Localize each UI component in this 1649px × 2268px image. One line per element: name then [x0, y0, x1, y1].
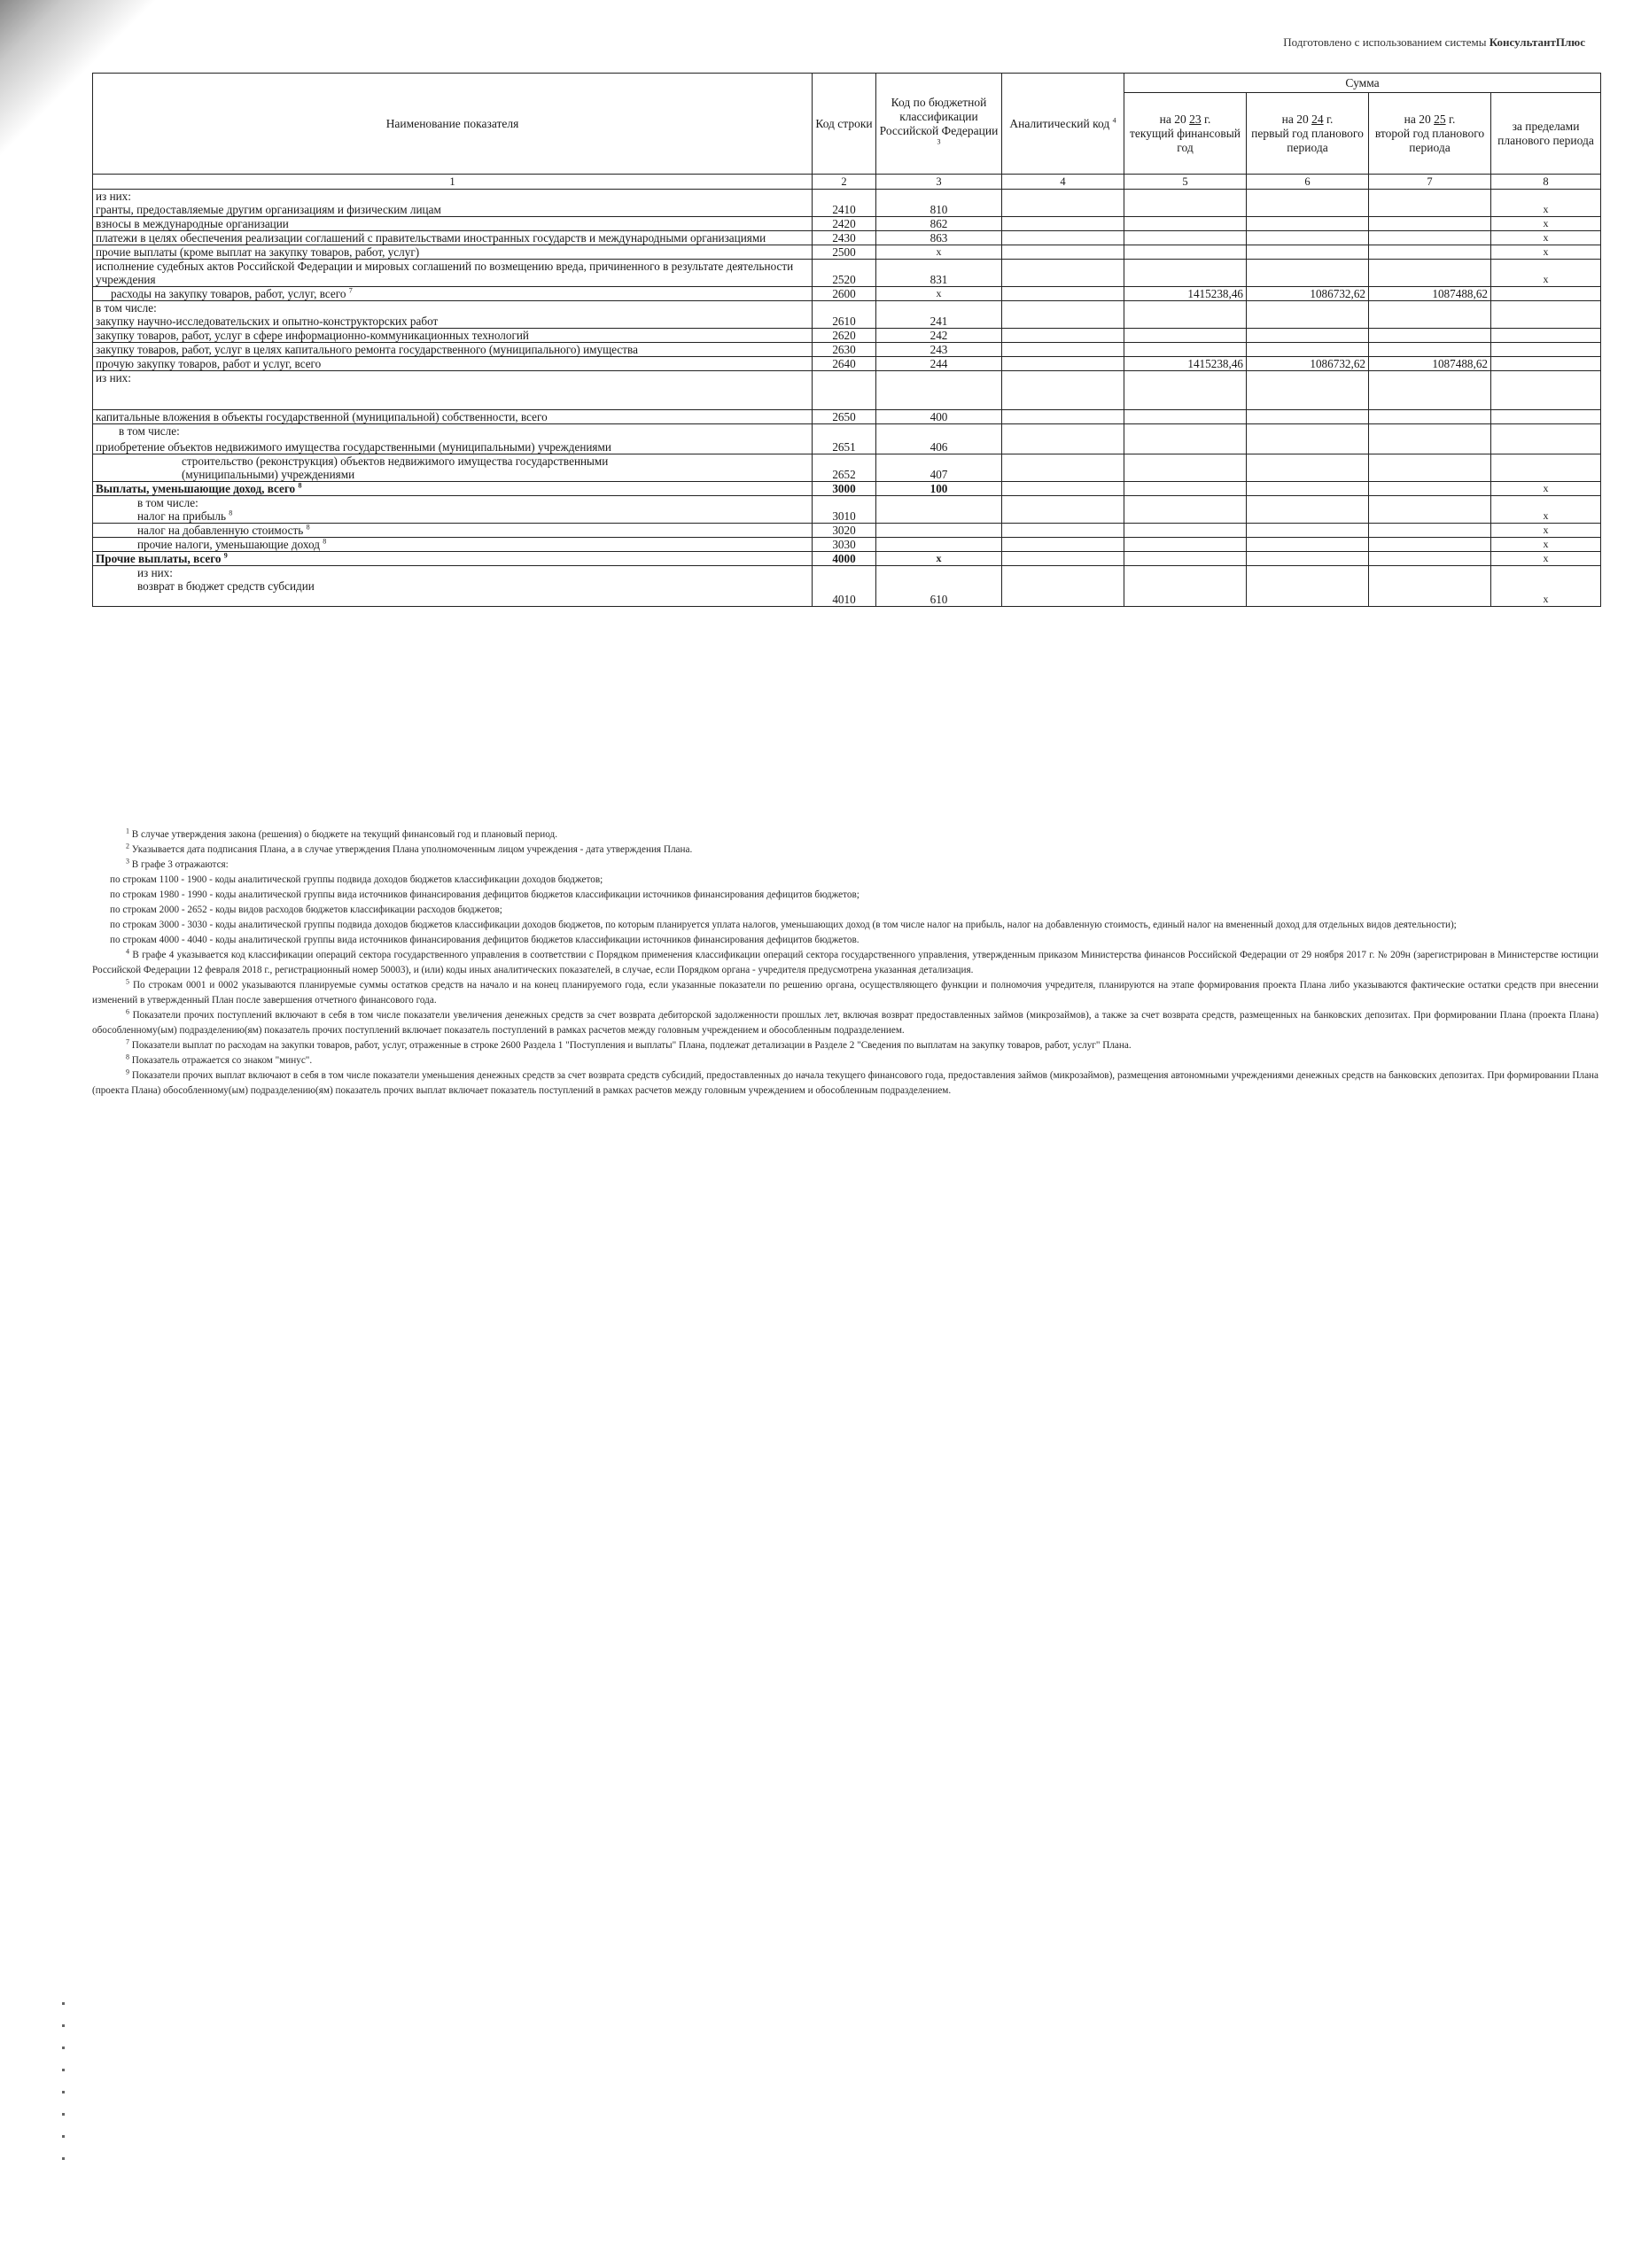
scan-dot	[62, 2047, 65, 2049]
table-row	[93, 482, 1601, 496]
header-year3-year: 25	[1434, 112, 1446, 126]
row-kbk: 862	[876, 217, 1002, 231]
footnote-text: Показатели прочих поступлений включают в себя в том числе показатели увеличения денежных средств за счет возврата дебиторской задолженности прошлых лет, включая возврат предоставленных займов (микрозаймов), а также за счет возврата средств, размещенных на банковских депозитах. При формировании Плана (проекта Плана) обособленному(ым) подразделению(ям) показатель прочих поступлений включает показатель поступлений в рамках расчетов между головным учреждением и обособленным подразделением.	[92, 1010, 1599, 1036]
row-beyond: x	[1491, 217, 1601, 231]
header-year2-suffix: г.	[1326, 112, 1334, 126]
cell	[1247, 454, 1369, 482]
cell	[1124, 371, 1247, 410]
footnote-text: Показатель отражается со знаком "минус".	[131, 1055, 313, 1066]
cell	[1002, 329, 1124, 343]
cell	[1124, 552, 1247, 566]
header-year3-desc: второй год планового периода	[1374, 126, 1485, 154]
cell	[1124, 217, 1247, 231]
cell	[1124, 524, 1247, 538]
row-code: 4000	[813, 552, 876, 566]
header-year2-prefix: на 20	[1281, 112, 1309, 126]
row-label: прочую закупку товаров, работ и услуг, всего	[93, 357, 813, 371]
footnote-number: 4	[126, 947, 129, 956]
cell	[1002, 217, 1124, 231]
row-kbk: 810	[876, 190, 1002, 217]
cell	[1369, 245, 1491, 260]
row-kbk: 610	[876, 566, 1002, 607]
footnote-8	[92, 1053, 1598, 1068]
cell	[1247, 260, 1369, 287]
cell	[1247, 301, 1369, 329]
footnote-3d: по строкам 3000 - 3030 - коды аналитической группы подвида доходов бюджетов классификации доходов бюджетов, по которым планируется уплата налогов, уменьшающих доход (в том числе налог на прибыль, налог на добавленную стоимость, единый налог на вмененный доход для отдельных видов деятельности);	[110, 920, 1457, 930]
footnote-1	[92, 827, 1598, 843]
row-code: 4010	[813, 566, 876, 607]
row-note: 7	[348, 286, 353, 295]
row-beyond: x	[1491, 190, 1601, 217]
cell	[876, 496, 1002, 524]
cell	[1369, 552, 1491, 566]
cell	[1002, 190, 1124, 217]
cell	[1369, 190, 1491, 217]
scan-dot	[62, 2024, 65, 2027]
row-year1: 1415238,46	[1124, 287, 1247, 301]
table-row	[93, 329, 1601, 343]
row-label: взносы в международные организации	[93, 217, 813, 231]
row-kbk: 831	[876, 260, 1002, 287]
row-label: прочие выплаты (кроме выплат на закупку товаров, работ, услуг)	[93, 245, 813, 260]
prepared-note	[1283, 35, 1585, 50]
table-row	[93, 301, 1601, 329]
footnote-9	[92, 1068, 1598, 1099]
cell	[1124, 424, 1247, 454]
row-code: 2650	[813, 410, 876, 424]
cell	[1124, 566, 1247, 607]
prepared-prefix: Подготовлено с использованием системы	[1283, 35, 1490, 49]
cell	[1247, 245, 1369, 260]
cell	[1247, 329, 1369, 343]
row-code: 3030	[813, 538, 876, 552]
cell	[1124, 260, 1247, 287]
cell	[1002, 524, 1124, 538]
header-analytic-code-text: Аналитический код	[1009, 116, 1110, 130]
cell	[1002, 287, 1124, 301]
table-row	[93, 538, 1601, 552]
row-code: 2610	[813, 301, 876, 329]
cell	[1002, 231, 1124, 245]
cell	[1002, 454, 1124, 482]
header-year2-desc: первый год планового периода	[1251, 126, 1364, 154]
row-label: расходы на закупку товаров, работ, услуг, всего	[111, 287, 346, 300]
row-code: 2430	[813, 231, 876, 245]
scan-dot	[62, 2069, 65, 2071]
cell	[1247, 552, 1369, 566]
row-kbk: 400	[876, 410, 1002, 424]
cell	[1369, 231, 1491, 245]
row-kbk: 100	[876, 482, 1002, 496]
cell	[1247, 410, 1369, 424]
cell	[876, 371, 1002, 410]
row-code: 2630	[813, 343, 876, 357]
row-label: строительство (реконструкция) объектов недвижимого имущества государственными (муниципальными) учреждениями	[93, 454, 813, 482]
row-label: налог на прибыль	[137, 509, 226, 523]
table-row	[93, 245, 1601, 260]
row-code: 2500	[813, 245, 876, 260]
cell	[1369, 371, 1491, 410]
header-year1	[1124, 93, 1247, 175]
header-year1-desc: текущий финансовый год	[1129, 126, 1241, 154]
column-number: 4	[1002, 175, 1124, 190]
row-beyond: x	[1491, 496, 1601, 524]
scan-dot	[62, 2002, 65, 2005]
row-code: 2620	[813, 329, 876, 343]
column-number: 7	[1369, 175, 1491, 190]
cell	[1369, 217, 1491, 231]
cell	[1369, 454, 1491, 482]
footnote-number: 9	[126, 1068, 129, 1076]
column-number: 1	[93, 175, 813, 190]
table-row	[93, 566, 1601, 607]
row-name	[93, 301, 813, 329]
cell	[1369, 424, 1491, 454]
row-label: Прочие выплаты, всего	[96, 552, 222, 565]
scan-artifacts	[62, 2002, 66, 2179]
cell	[1491, 410, 1601, 424]
row-label-wrap	[137, 509, 809, 523]
cell	[1247, 190, 1369, 217]
row-beyond: x	[1491, 245, 1601, 260]
row-year2: 1086732,62	[1247, 357, 1369, 371]
row-name	[93, 482, 813, 496]
header-year3	[1369, 93, 1491, 175]
footnote-number: 2	[126, 842, 129, 850]
footnote-text: Показатели прочих выплат включают в себя в том числе показатели уменьшения денежных средств за счет возврата средств субсидий, предоставленных до начала текущего финансового года, предоставления займов (микрозаймов), размещения автономными учреждениями денежных средств на банковских депозитах. При формировании Плана (проекта Плана) обособленному(ым) подразделению(ям) показатель прочих выплат включает показатель поступлений в рамках расчетов между головным учреждением и обособленным подразделением.	[92, 1070, 1598, 1096]
footnote-number: 8	[126, 1052, 129, 1061]
footnote-text: Указывается дата подписания Плана, а в случае утверждения Плана уполномоченным лицом учреждения - дата утверждения Плана.	[131, 844, 693, 855]
cell	[1247, 217, 1369, 231]
cell	[1247, 371, 1369, 410]
column-number: 6	[1247, 175, 1369, 190]
header-year3-prefix: на 20	[1404, 112, 1431, 126]
cell	[1124, 245, 1247, 260]
row-year3: 1087488,62	[1369, 287, 1491, 301]
row-code: 2651	[813, 424, 876, 454]
cell	[1369, 566, 1491, 607]
cell	[1002, 538, 1124, 552]
cell	[1247, 538, 1369, 552]
row-name	[93, 190, 813, 217]
row-code: 2600	[813, 287, 876, 301]
cell	[1369, 301, 1491, 329]
row-code: 2640	[813, 357, 876, 371]
cell	[1002, 245, 1124, 260]
cell	[1002, 496, 1124, 524]
row-prefix: в том числе:	[119, 424, 180, 438]
cell	[1491, 454, 1601, 482]
row-note: 8	[306, 523, 310, 532]
row-label: Выплаты, уменьшающие доход, всего	[96, 482, 296, 495]
row-code: 2410	[813, 190, 876, 217]
row-beyond: x	[1491, 552, 1601, 566]
row-label: возврат в бюджет средств субсидии	[137, 579, 315, 593]
footnote-4	[92, 948, 1598, 978]
header-year2-year: 24	[1311, 112, 1324, 126]
cell	[1002, 260, 1124, 287]
footnote-text: В графе 3 отражаются:	[131, 859, 229, 870]
table-row	[93, 496, 1601, 524]
cell	[1369, 260, 1491, 287]
row-kbk: 407	[876, 454, 1002, 482]
table-row	[93, 343, 1601, 357]
cell	[1124, 454, 1247, 482]
row-prefix: в том числе:	[137, 496, 198, 509]
row-kbk: 406	[876, 424, 1002, 454]
header-year2	[1247, 93, 1369, 175]
payments-table	[92, 73, 1601, 607]
cell	[1369, 524, 1491, 538]
table-row	[93, 260, 1601, 287]
table-row	[93, 287, 1601, 301]
header-budget-code-note: 3	[937, 137, 941, 145]
header-budget-code-text: Код по бюджетной классификации Российской Федерации	[879, 95, 999, 137]
header-sum: Сумма	[1124, 74, 1601, 93]
cell	[1247, 566, 1369, 607]
row-name	[93, 287, 813, 301]
row-note: 8	[229, 509, 233, 517]
row-label: закупку научно-исследовательских и опытно-конструкторских работ	[96, 315, 439, 328]
row-label: платежи в целях обеспечения реализации соглашений с правительствами иностранных государств и международными организациями	[93, 231, 813, 245]
table-row	[93, 524, 1601, 538]
row-note: 8	[298, 481, 302, 490]
footnote-text: По строкам 0001 и 0002 указываются планируемые суммы остатков средств на начало и на конец планируемого года, если указанные показатели по решению органа, осуществляющего функции и полномочия учредителя, планируются на этапе формирования проекта Плана либо указываются фактические остатки средств при внесении изменений в утвержденный План после завершения отчетного финансового года.	[92, 980, 1598, 1006]
cell	[1369, 329, 1491, 343]
row-beyond: x	[1491, 231, 1601, 245]
scan-dot	[62, 2091, 65, 2093]
cell	[1491, 301, 1601, 329]
scan-dot	[62, 2113, 65, 2116]
row-kbk: x	[876, 245, 1002, 260]
row-note: 8	[323, 537, 327, 546]
table-row	[93, 454, 1601, 482]
row-label: гранты, предоставляемые другим организациям и физическим лицам	[96, 203, 441, 216]
footnote-5	[92, 978, 1598, 1008]
footnote-number: 1	[126, 827, 129, 835]
cell	[1247, 231, 1369, 245]
header-name: Наименование показателя	[93, 74, 813, 175]
footnote-number: 7	[126, 1037, 129, 1046]
table-row	[93, 371, 1601, 410]
prepared-brand: КонсультантПлюс	[1489, 35, 1585, 49]
header-year1-prefix: на 20	[1159, 112, 1186, 126]
row-label: приобретение объектов недвижимого имущества государственными (муниципальными) учреждениями	[96, 440, 611, 454]
row-kbk: 242	[876, 329, 1002, 343]
row-year2: 1086732,62	[1247, 287, 1369, 301]
row-code: 2520	[813, 260, 876, 287]
cell	[1369, 343, 1491, 357]
row-beyond: x	[1491, 566, 1601, 607]
column-number: 5	[1124, 175, 1247, 190]
header-year3-suffix: г.	[1448, 112, 1456, 126]
row-kbk: 244	[876, 357, 1002, 371]
cell	[1369, 496, 1491, 524]
table-row	[93, 552, 1601, 566]
header-analytic-code	[1002, 74, 1124, 175]
row-code: 3000	[813, 482, 876, 496]
cell	[1002, 482, 1124, 496]
row-prefix: из них:	[137, 566, 173, 579]
row-name	[93, 424, 813, 454]
footnote-number: 6	[126, 1007, 129, 1016]
cell	[1247, 424, 1369, 454]
footnote-3b: по строкам 1980 - 1990 - коды аналитической группы вида источников финансирования дефицитов бюджетов классификации источников финансирования дефицитов бюджетов;	[110, 889, 860, 900]
cell	[1247, 482, 1369, 496]
row-label: закупку товаров, работ, услуг в сфере информационно-коммуникационных технологий	[93, 329, 813, 343]
cell	[876, 538, 1002, 552]
footnote-number: 5	[126, 977, 129, 986]
cell	[876, 524, 1002, 538]
header-budget-code	[876, 74, 1002, 175]
cell	[1369, 538, 1491, 552]
table-row	[93, 217, 1601, 231]
footnote-text: В графе 4 указывается код классификации операций сектора государственного управления в соответствии с Порядком применения классификации операций сектора государственного управления, утвержденным приказом Министерства финансов Российской Федерации от 29 ноября 2017 г. № 209н (зарегистрирован в Министерстве юстиции Российской Федерации 12 февраля 2018 г., регистрационный номер 50003), и (или) коды иных аналитических показателей, в случае, если Порядком органа - учредителя предусмотрена указанная детализация.	[92, 950, 1599, 975]
footnote-3	[92, 858, 1598, 873]
row-kbk: x	[876, 287, 1002, 301]
header-row-code: Код строки	[813, 74, 876, 175]
scan-dot	[62, 2157, 65, 2160]
footnote-7	[92, 1038, 1598, 1053]
cell	[1491, 371, 1601, 410]
footnote-text: В случае утверждения закона (решения) о бюджете на текущий финансовый год и плановый период.	[131, 829, 558, 840]
cell	[1491, 424, 1601, 454]
cell	[1002, 552, 1124, 566]
cell	[1124, 231, 1247, 245]
cell	[1491, 357, 1601, 371]
row-beyond: x	[1491, 482, 1601, 496]
footnote-3e: по строкам 4000 - 4040 - коды аналитической группы вида источников финансирования дефицитов бюджетов классификации источников финансирования дефицитов бюджетов.	[110, 935, 860, 945]
row-name	[93, 496, 813, 524]
footnotes	[92, 827, 1598, 1099]
cell	[1247, 524, 1369, 538]
row-prefix: из них:	[96, 190, 131, 203]
row-label: прочие налоги, уменьшающие доход	[137, 538, 320, 551]
row-label: исполнение судебных актов Российской Федерации и мировых соглашений по возмещению вреда, причиненного в результате деятельности учреждения	[93, 260, 813, 287]
row-kbk: 241	[876, 301, 1002, 329]
row-name	[93, 538, 813, 552]
row-beyond: x	[1491, 260, 1601, 287]
cell	[1002, 424, 1124, 454]
row-name	[93, 524, 813, 538]
row-code: 3020	[813, 524, 876, 538]
cell	[1247, 496, 1369, 524]
row-code: 3010	[813, 496, 876, 524]
cell	[813, 371, 876, 410]
row-kbk: 863	[876, 231, 1002, 245]
cell	[1369, 482, 1491, 496]
cell	[1002, 343, 1124, 357]
row-note: 9	[223, 551, 228, 560]
row-label: из них:	[93, 371, 813, 410]
column-number: 2	[813, 175, 876, 190]
cell	[1124, 190, 1247, 217]
cell	[1124, 329, 1247, 343]
cell	[1124, 496, 1247, 524]
table-row	[93, 190, 1601, 217]
cell	[1491, 287, 1601, 301]
cell	[1124, 301, 1247, 329]
footnote-text: Показатели выплат по расходам на закупки товаров, работ, услуг, отраженные в строке 2600 Раздела 1 "Поступления и выплаты" Плана, подлежат детализации в Разделе 2 "Сведения по выплатам на закупку товаров, работ, услуг" Плана.	[131, 1040, 1132, 1051]
cell	[1002, 357, 1124, 371]
row-label: налог на добавленную стоимость	[137, 524, 304, 537]
row-code: 2652	[813, 454, 876, 482]
header-year1-suffix: г.	[1203, 112, 1211, 126]
row-name	[93, 552, 813, 566]
cell	[1002, 301, 1124, 329]
cell	[1369, 410, 1491, 424]
table-row	[93, 357, 1601, 371]
footnote-number: 3	[126, 857, 129, 866]
cell	[1002, 410, 1124, 424]
row-year1: 1415238,46	[1124, 357, 1247, 371]
row-kbk: 243	[876, 343, 1002, 357]
cell	[1247, 343, 1369, 357]
row-kbk: x	[876, 552, 1002, 566]
cell	[1124, 343, 1247, 357]
row-prefix: в том числе:	[96, 301, 157, 315]
cell	[1002, 371, 1124, 410]
cell	[1002, 566, 1124, 607]
table-row	[93, 231, 1601, 245]
header-year1-year: 23	[1189, 112, 1202, 126]
cell	[1124, 410, 1247, 424]
cell	[1124, 538, 1247, 552]
cell	[1491, 343, 1601, 357]
row-beyond: x	[1491, 524, 1601, 538]
header-beyond: за пределами планового периода	[1491, 93, 1601, 175]
table-row	[93, 424, 1601, 454]
table-row	[93, 410, 1601, 424]
cell	[1491, 329, 1601, 343]
row-code: 2420	[813, 217, 876, 231]
row-label: капитальные вложения в объекты государственной (муниципальной) собственности, всего	[93, 410, 813, 424]
footnote-3a: по строкам 1100 - 1900 - коды аналитической группы подвида доходов бюджетов классификации доходов бюджетов;	[110, 874, 603, 885]
header-analytic-code-note: 4	[1112, 116, 1116, 124]
row-beyond: x	[1491, 538, 1601, 552]
column-number: 8	[1491, 175, 1601, 190]
row-name	[93, 566, 813, 607]
footnote-3c: по строкам 2000 - 2652 - коды видов расходов бюджетов классификации расходов бюджетов;	[110, 905, 502, 915]
footnote-2	[92, 843, 1598, 858]
cell	[1124, 482, 1247, 496]
row-label: закупку товаров, работ, услуг в целях капитального ремонта государственного (муниципального) имущества	[93, 343, 813, 357]
scan-dot	[62, 2135, 65, 2138]
footnote-6	[92, 1008, 1598, 1038]
column-number: 3	[876, 175, 1002, 190]
row-year3: 1087488,62	[1369, 357, 1491, 371]
